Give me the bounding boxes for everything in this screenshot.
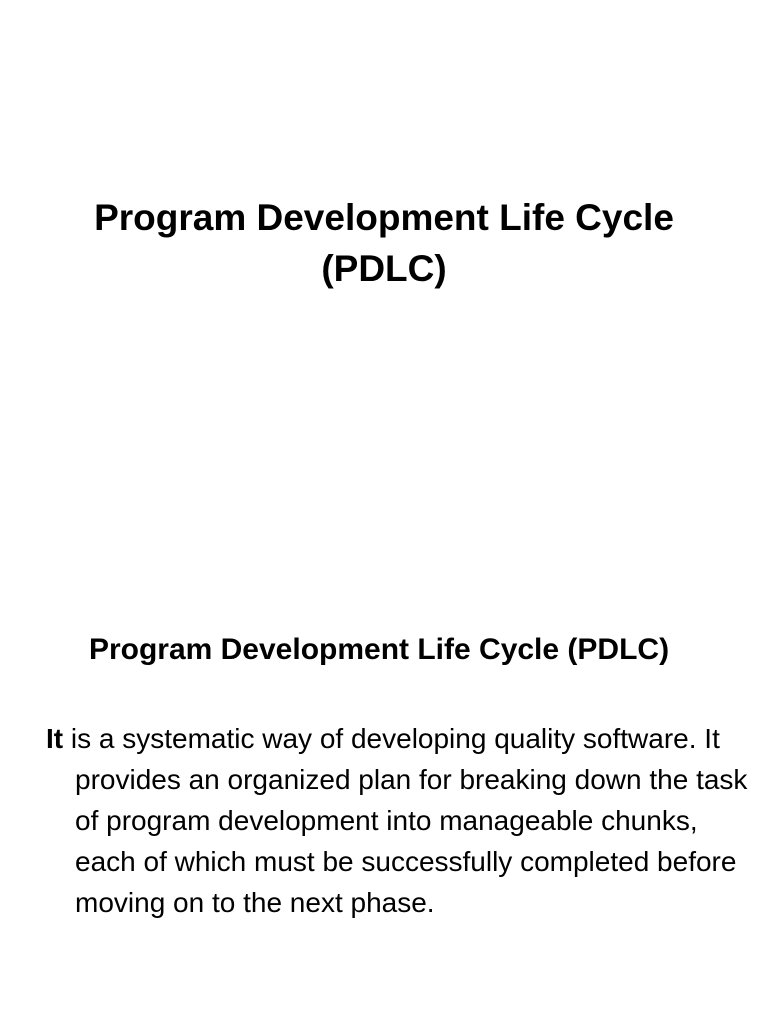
main-title-line-2: (PDLC)	[321, 248, 447, 289]
main-title-line-1: Program Development Life Cycle	[94, 197, 674, 238]
definition-text: is a systematic way of developing quality software. It provides an organized plan for breaking down the task of program development into manageable chunks, each of which must be successfully completed before moving on to the next phase.	[63, 723, 748, 918]
section-title: Program Development Life Cycle (PDLC)	[88, 633, 670, 666]
main-title	[0, 192, 768, 294]
definition-lead: It	[46, 723, 64, 754]
definition-paragraph	[46, 718, 765, 923]
